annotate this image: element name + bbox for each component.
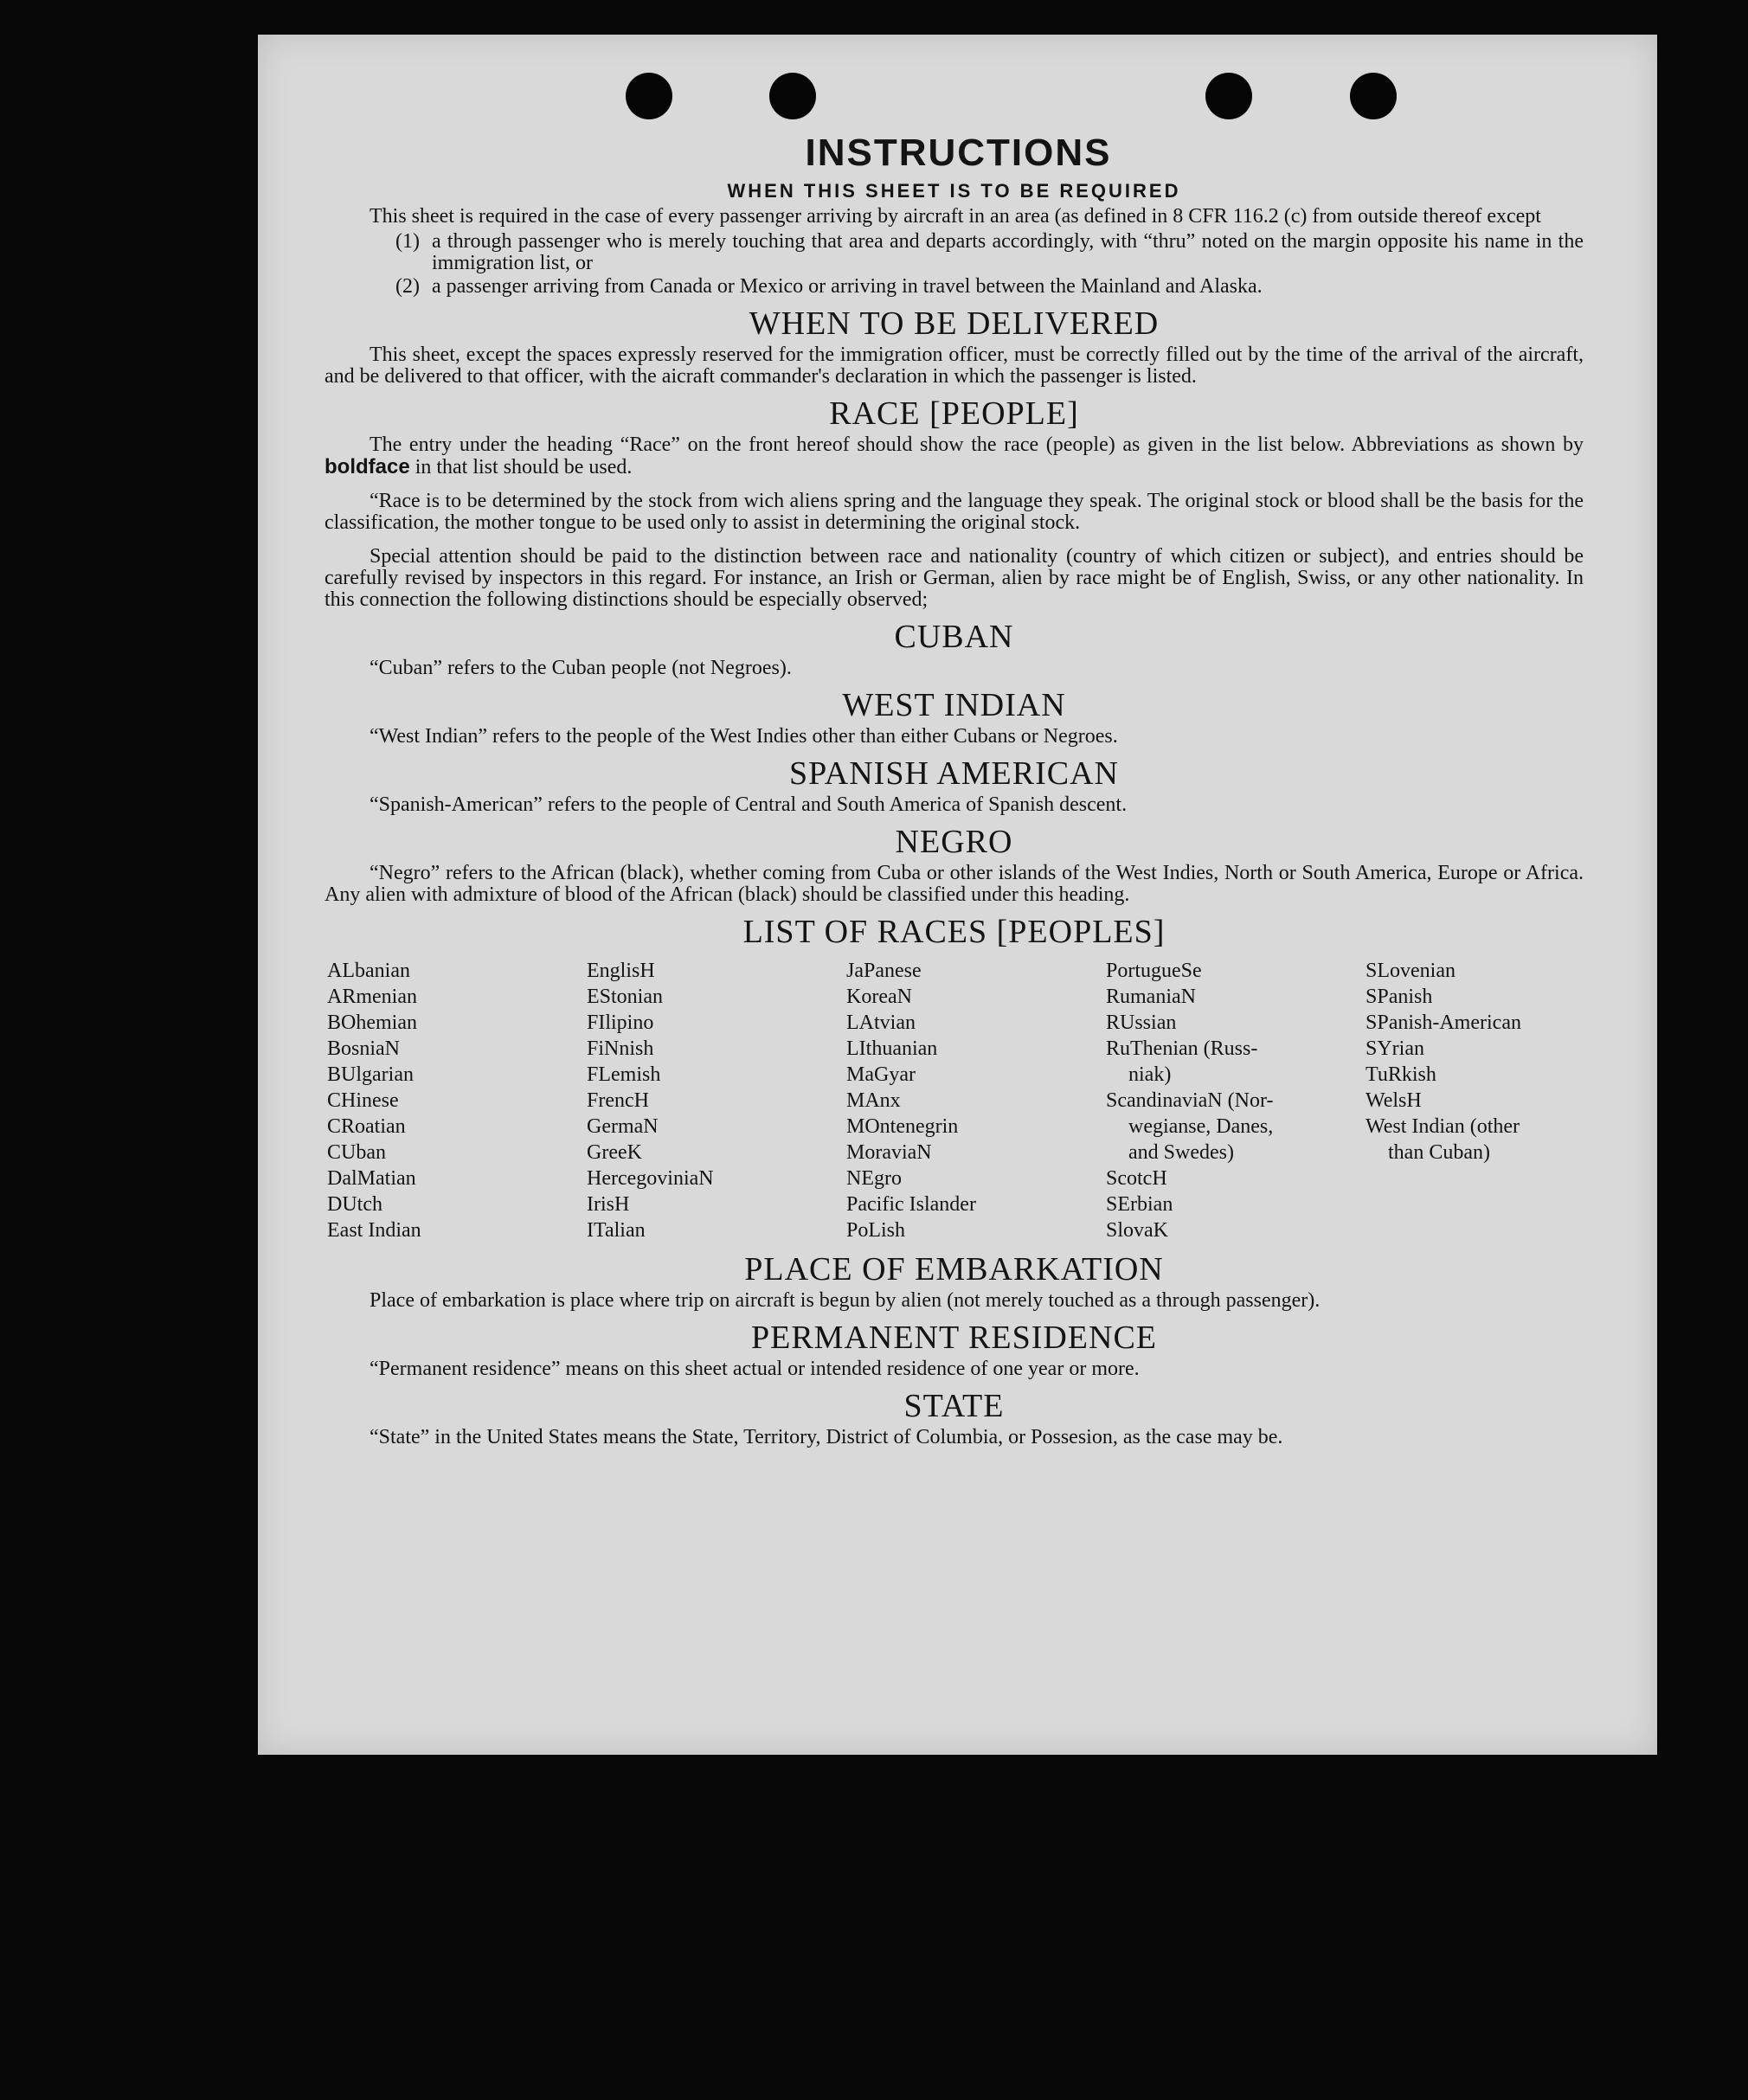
race-entry: EnglisH xyxy=(587,960,655,982)
embarkation-paragraph: Place of embarkation is place where trip on aircraft is begun by alien (not merely touched as a through passenger). xyxy=(370,1289,1321,1312)
section-heading-residence: PERMANENT RESIDENCE xyxy=(750,1320,1158,1356)
west-indian-paragraph: “West Indian” refers to the people of the West Indies other than either Cubans or Negroes. xyxy=(370,725,1118,748)
section-heading-race: RACE [PEOPLE] xyxy=(829,395,1079,432)
race-entry: ALbanian xyxy=(327,960,410,982)
race-entry: SLovenian xyxy=(1366,960,1456,982)
race-entry: ScotcH xyxy=(1106,1167,1167,1190)
race-entry: SYrian xyxy=(1366,1037,1424,1060)
race-entry: WelsH xyxy=(1366,1089,1422,1112)
section-heading-cuban: CUBAN xyxy=(894,619,1014,655)
race-entry-continued: niak) xyxy=(1128,1063,1172,1086)
race-entry: FiNnish xyxy=(587,1037,654,1060)
race-entry: PoLish xyxy=(846,1219,906,1242)
boldface-word: boldface xyxy=(325,455,410,478)
race-paragraph-2: “Race is to be determined by the stock from wich aliens spring and the language they speak. The original stock or blood shall be the basis for the classification, the mother tongue to be used only to assist in determining the original stock. xyxy=(325,490,1584,534)
race-entry: BOhemian xyxy=(327,1011,417,1034)
spanish-american-paragraph: “Spanish-American” refers to the people of Central and South America of Spanish descent. xyxy=(370,793,1128,816)
race-paragraph-1 xyxy=(325,434,1584,478)
race-entry: MAnx xyxy=(846,1089,901,1112)
race-entry: DUtch xyxy=(327,1193,382,1216)
page-subtitle: WHEN THIS SHEET IS TO BE REQUIRED xyxy=(727,180,1181,202)
race-entry: RUssian xyxy=(1106,1011,1177,1034)
state-paragraph: “State” in the United States means the State, Territory, District of Columbia, or Possesion, as the case may be. xyxy=(370,1426,1283,1448)
race-entry: PortugueSe xyxy=(1106,960,1202,982)
race-entry: DalMatian xyxy=(327,1167,416,1190)
race-entry: ScandinaviaN (Nor- xyxy=(1106,1089,1274,1112)
race-entry: TuRkish xyxy=(1366,1063,1436,1086)
punch-hole xyxy=(769,73,816,119)
race-entry: SPanish-American xyxy=(1366,1011,1521,1034)
race-entry: MaGyar xyxy=(846,1063,916,1086)
page-title: INSTRUCTIONS xyxy=(805,132,1112,174)
punch-hole xyxy=(1350,73,1397,119)
race-entry: CHinese xyxy=(327,1089,399,1112)
race-entry: MoraviaN xyxy=(846,1141,932,1164)
race-entry-continued: than Cuban) xyxy=(1388,1141,1490,1164)
race-entry: East Indian xyxy=(327,1219,421,1242)
section-heading-list-of-races: LIST OF RACES [PEOPLES] xyxy=(742,914,1166,950)
cuban-paragraph: “Cuban” refers to the Cuban people (not Negroes). xyxy=(370,657,792,679)
exception-text: a through passenger who is merely touching that area and departs accordingly, with “thru” noted on the margin opposite his name in the immigration list, or xyxy=(432,230,1584,274)
race-entry: BUlgarian xyxy=(327,1063,414,1086)
race-entry: LAtvian xyxy=(846,1011,916,1034)
race-entry: FrencH xyxy=(587,1089,649,1112)
race-entry: Pacific Islander xyxy=(846,1193,976,1216)
races-column-1 xyxy=(327,958,587,1243)
race-entry: West Indian (other xyxy=(1366,1115,1520,1138)
negro-paragraph: “Negro” refers to the African (black), whether coming from Cuba or other islands of the West Indies, North or South America, Europe or Africa. Any alien with admixture of blood of the African (black) should be classified under this heading. xyxy=(325,862,1584,906)
section-heading-delivered: WHEN TO BE DELIVERED xyxy=(749,305,1160,342)
race-entry: IrisH xyxy=(587,1193,630,1216)
races-column-4 xyxy=(1106,958,1366,1243)
race-entry: LIthuanian xyxy=(846,1037,938,1060)
race-entry-continued: wegianse, Danes, xyxy=(1128,1115,1274,1138)
race-entry: ITalian xyxy=(587,1219,646,1242)
race-entry: RuThenian (Russ- xyxy=(1106,1037,1258,1060)
race-entry: SPanish xyxy=(1366,986,1433,1008)
race-entry: SErbian xyxy=(1106,1193,1173,1216)
races-column-2 xyxy=(587,958,846,1243)
section-heading-west-indian: WEST INDIAN xyxy=(842,687,1066,723)
section-heading-spanish-american: SPANISH AMERICAN xyxy=(789,755,1119,792)
intro-paragraph: This sheet is required in the case of every passenger arriving by aircraft in an area (as defined in 8 CFR 116.2 (c) from outside thereof except xyxy=(370,205,1541,228)
race-entry: BosniaN xyxy=(327,1037,400,1060)
race-entry: ARmenian xyxy=(327,986,417,1008)
race-entry: FIlipino xyxy=(587,1011,654,1034)
race-entry: MOntenegrin xyxy=(846,1115,959,1138)
race-entry: RumaniaN xyxy=(1106,986,1196,1008)
delivered-paragraph: This sheet, except the spaces expressly reserved for the immigration officer, must be correctly filled out by the time of the arrival of the aircraft, and be delivered to that officer, with the aicraft commander's declaration in which the passenger is listed. xyxy=(325,344,1584,388)
punch-hole xyxy=(626,73,672,119)
race-entry: NEgro xyxy=(846,1167,902,1190)
race-entry: GermaN xyxy=(587,1115,659,1138)
exception-number: (2) xyxy=(395,275,420,298)
races-table xyxy=(327,958,1584,1243)
section-heading-embarkation: PLACE OF EMBARKATION xyxy=(744,1251,1164,1288)
race-entry: SlovaK xyxy=(1106,1219,1168,1242)
race-entry: KoreaN xyxy=(846,986,912,1008)
races-column-5 xyxy=(1366,958,1586,1243)
race-paragraph-3: Special attention should be paid to the distinction between race and nationality (country of which citizen or subject), and entries should be carefully revised by inspectors in this regard. For instance, an Irish or German, alien by race might be of English, Swiss, or any other nationality. In this connection the following distinctions should be especially observed; xyxy=(325,545,1584,611)
residence-paragraph: “Permanent residence” means on this sheet actual or intended residence of one year or more. xyxy=(370,1358,1140,1380)
exception-text: a passenger arriving from Canada or Mexico or arriving in travel between the Mainland and Alaska. xyxy=(432,275,1263,298)
race-entry-continued: and Swedes) xyxy=(1128,1141,1234,1164)
exception-number: (1) xyxy=(395,230,420,253)
race-entry: HercegoviniaN xyxy=(587,1167,714,1190)
race-entry: CUban xyxy=(327,1141,386,1164)
race-entry: CRoatian xyxy=(327,1115,406,1138)
race-entry: FLemish xyxy=(587,1063,661,1086)
exception-item xyxy=(325,231,1584,274)
race-p1-text: The entry under the heading “Race” on the front hereof should show the race (people) as given in the list below. Abbreviations as shown by xyxy=(370,433,1584,456)
race-entry: EStonian xyxy=(587,986,663,1008)
race-p1-text-end: in that list should be used. xyxy=(415,456,633,478)
races-column-3 xyxy=(846,958,1106,1243)
section-heading-negro: NEGRO xyxy=(895,824,1013,860)
race-entry: JaPanese xyxy=(846,960,922,982)
punch-hole xyxy=(1205,73,1252,119)
race-entry: GreeK xyxy=(587,1141,642,1164)
instructions-content xyxy=(325,132,1584,1452)
exception-item xyxy=(325,276,1584,298)
section-heading-state: STATE xyxy=(903,1388,1005,1424)
